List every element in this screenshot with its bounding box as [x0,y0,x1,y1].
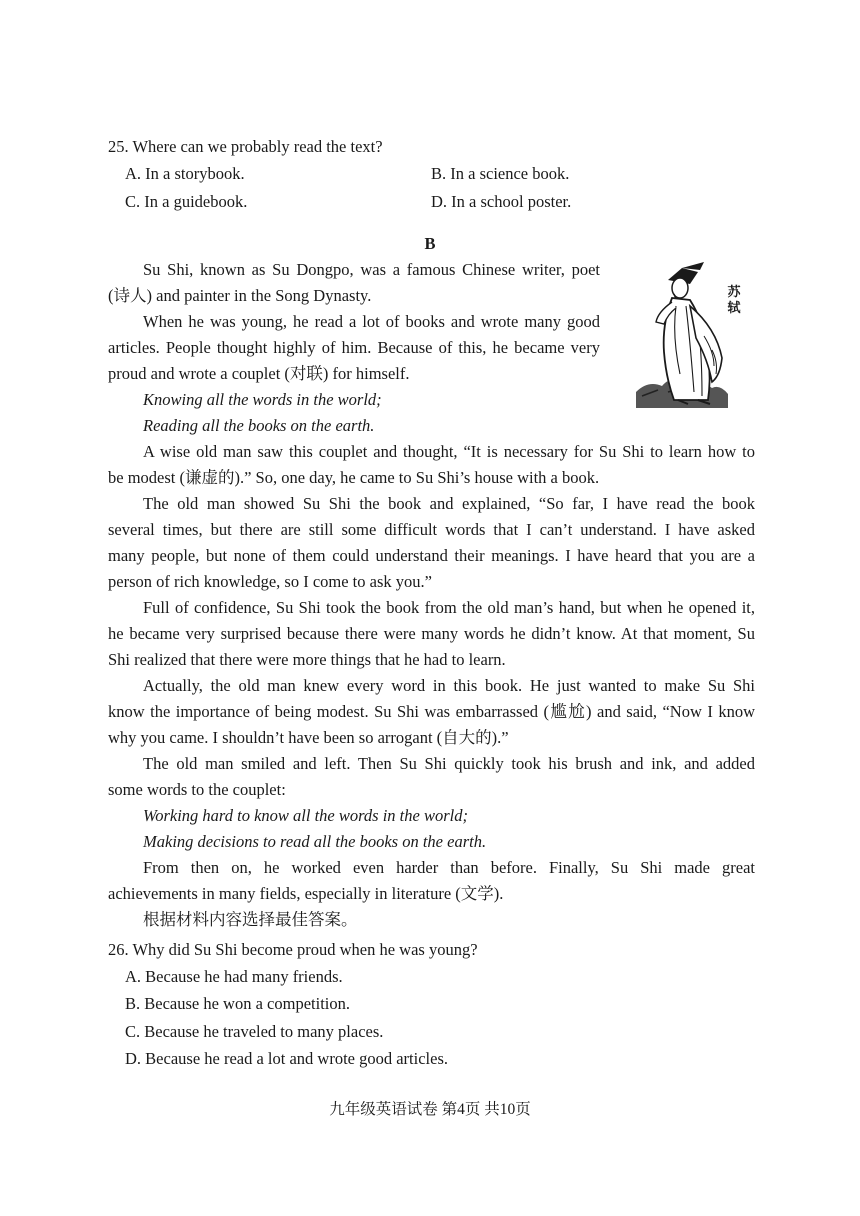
q25-option-d: D. In a school poster. [431,192,572,211]
passage-line: When he was young, he read a lot of books and wrote many good [143,312,600,331]
passage-line: person of rich knowledge, so I come to ask you.” [108,572,432,591]
passage-line: many people, but none of them could understand their meanings. I have heard that you are a [108,546,755,565]
q26-option-a: A. Because he had many friends. [125,967,343,986]
passage-line: be modest (谦虚的).” So, one day, he came to Su Shi’s house with a book. [108,468,600,487]
passage-line: several times, but there are still some difficult words that I can’t understand. I have asked [108,520,755,539]
passage-line: Full of confidence, Su Shi took the book from the old man’s hand, but when he opened it, [143,598,755,617]
couplet-line: Reading all the books on the earth. [143,416,375,435]
q26-option-c: C. Because he traveled to many places. [125,1022,384,1041]
passage-line: (诗人) and painter in the Song Dynasty. [108,286,372,305]
q25-option-c: C. In a guidebook. [125,192,248,211]
passage-line: achievements in many fields, especially in literature (文学). [108,884,504,903]
passage-line: proud and wrote a couplet (对联) for himself. [108,364,410,383]
passage-line: Actually, the old man knew every word in this book. He just wanted to make Su Shi [143,676,755,695]
couplet-line: Knowing all the words in the world; [143,390,382,409]
passage-line: Su Shi, known as Su Dongpo, was a famous Chinese writer, poet [143,260,600,279]
q25-option-b: B. In a science book. [431,164,570,183]
passage-line: know the importance of being modest. Su Shi was embarrassed (尴尬) and said, “Now I know [108,702,755,721]
passage-line: he became very surprised because there were many words he didn’t know. At that moment, Su [108,624,755,643]
section-heading: B [424,234,436,253]
passage-line: why you came. I shouldn’t have been so arrogant (自大的).” [108,728,509,747]
passage-line: Shi realized that there were more things that he had to learn. [108,650,506,669]
passage-line: The old man smiled and left. Then Su Shi quickly took his brush and ink, and added [143,754,755,773]
passage-line: From then on, he worked even harder than before. Finally, Su Shi made great [143,858,755,877]
instruction-line: 根据材料内容选择最佳答案。 [143,910,358,929]
portrait-caption: 苏轼 [727,284,741,315]
couplet-line: Working hard to know all the words in the world; [143,806,468,825]
question-26: 26. Why did Su Shi become proud when he was young? [108,940,478,959]
page-footer: 九年级英语试卷 第4页 共10页 [329,1101,531,1118]
couplet-line: Making decisions to read all the books on the earth. [143,832,487,851]
passage-line: The old man showed Su Shi the book and explained, “So far, I have read the book [143,494,755,513]
passage-line: articles. People thought highly of him. Because of this, he became very [108,338,600,357]
q26-option-b: B. Because he won a competition. [125,994,350,1013]
q26-option-d: D. Because he read a lot and wrote good articles. [125,1049,448,1068]
passage-line: A wise old man saw this couplet and thought, “It is necessary for Su Shi to learn how to [143,442,755,461]
passage-line: some words to the couplet: [108,780,286,799]
question-25: 25. Where can we probably read the text? [108,137,383,156]
q25-option-a: A. In a storybook. [125,164,245,183]
